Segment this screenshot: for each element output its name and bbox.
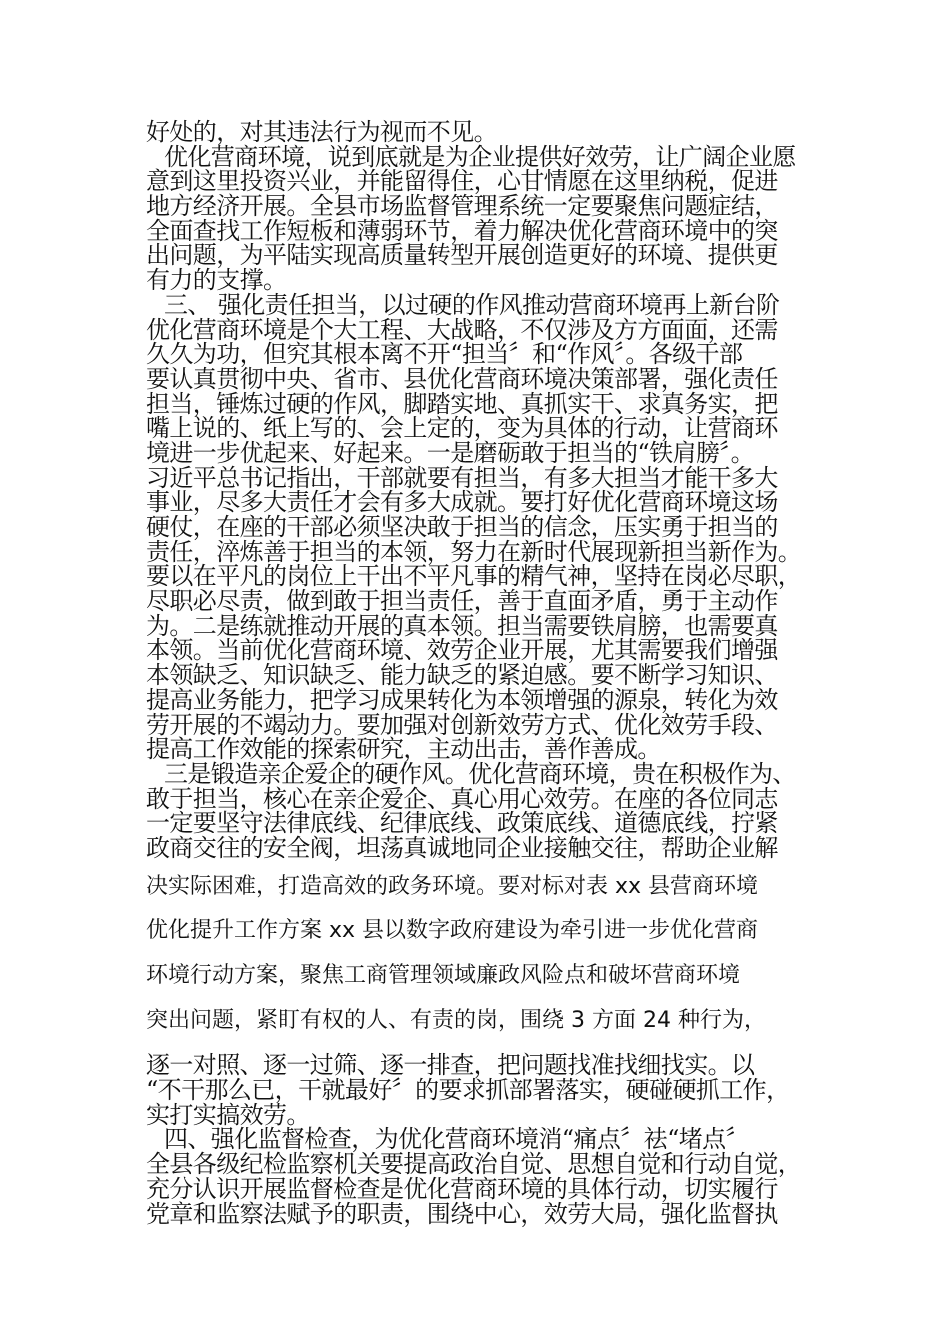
text-line: 环境行动方案，聚焦工商管理领域廉政风险点和破坏营商环境 — [146, 963, 741, 988]
text-line: 全县各级纪检监察机关要提高政治自觉、思想自觉和行动自觉， — [146, 1150, 802, 1179]
text-line: 突出问题，紧盯有权的人、有责的岗，围绕 3 方面 24 种行为， — [146, 1007, 766, 1033]
text-line: 逐一对照、逐一过筛、逐一排查，把问题找准找细找实。以 — [146, 1051, 755, 1080]
text-line: 久久为功，但究其根本离不开“担当〞和“作风〞。各级干部 — [146, 340, 743, 369]
text-line: 意到这里投资兴业，并能留得住，心甘情愿在这里纳税，促进 — [146, 167, 778, 196]
text-line: 担当，锤炼过硬的作风，脚踏实地、真抓实干、求真务实，把 — [146, 389, 778, 418]
text-line: 实打实搞效劳。 — [146, 1100, 310, 1129]
text-line: 敢于担当，核心在亲企爱企、真心用心效劳。在座的各位同志 — [146, 784, 778, 813]
paragraph-start-line: 三是锻造亲企爱企的硬作风。优化营商环境，贵在积极作为、 — [164, 759, 796, 788]
text-line: 为。二是练就推动开展的真本领。担当需要铁肩膀，也需要真 — [146, 611, 778, 640]
text-line: “不干那么已，干就最好〞的要求抓部署落实，硬碰硬抓工作， — [146, 1076, 790, 1105]
text-line: 政商交往的安全阀，坦荡真诚地同企业接触交往，帮助企业解 — [146, 833, 778, 862]
text-line: 要认真贯彻中央、省市、县优化营商环境决策部署，强化责任 — [146, 364, 778, 393]
text-line: 劳开展的不竭动力。要加强对创新效劳方式、优化效劳手段、 — [146, 710, 778, 739]
text-line: 优化提升工作方案 xx 县以数字政府建设为牵引进一步优化营商 — [146, 918, 759, 944]
text-line: 地方经济开展。全县市场监督管理系统一定要聚焦问题症结， — [146, 192, 778, 221]
section-heading-3: 三、 强化责任担当，以过硬的作风推动营商环境再上新台阶 — [164, 290, 780, 319]
text-line: 决实际困难，打造高效的政务环境。要对标对表 xx 县营商环境 — [146, 873, 759, 899]
text-line: 全面查找工作短板和薄弱环节，着力解决优化营商环境中的突 — [146, 216, 778, 245]
text-line: 充分认识开展监督检查是优化营商环境的具体行动，切实履行 — [146, 1174, 778, 1203]
section-heading-4: 四、强化监督检查，为优化营商环境消“痛点〞祛“堵点〞 — [164, 1125, 749, 1154]
paragraph-start-line: 优化营商环境，说到底就是为企业提供好效劳，让广阔企业愿 — [164, 142, 796, 171]
text-line: 提高工作效能的探索研究，主动出击，善作善成。 — [146, 735, 661, 764]
text-line: 境进一步优起来、好起来。一是磨砺敢于担当的“铁肩膀〞。 — [146, 438, 755, 467]
text-line: 习近平总书记指出，干部就要有担当，有多大担当才能干多大 — [146, 463, 778, 492]
text-line: 要以在平凡的岗位上干出不平凡事的精气神，坚持在岗必尽职， — [146, 562, 802, 591]
document-page — [146, 120, 814, 1226]
text-line: 本领缺乏、知识缺乏、能力缺乏的紧迫感。要不断学习知识、 — [146, 661, 778, 690]
text-line: 事业，尽多大责任才会有多大成就。要打好优化营商环境这场 — [146, 488, 778, 517]
text-line: 一定要坚守法律底线、纪律底线、政策底线、道德底线，拧紧 — [146, 809, 778, 838]
text-line: 提高业务能力，把学习成果转化为本领增强的源泉，转化为效 — [146, 685, 778, 714]
text-line: 党章和监察法赋予的职责，围绕中心，效劳大局，强化监督执 — [146, 1199, 778, 1228]
text-line: 嘴上说的、纸上写的、会上定的，变为具体的行动，让营商环 — [146, 414, 778, 443]
text-line: 硬仗，在座的干部必须坚决敢于担当的信念，压实勇于担当的 — [146, 513, 778, 541]
text-line: 有力的支撑。 — [146, 266, 287, 295]
text-line: 优化营商环境是个大工程、大战略，不仅涉及方方面面，还需 — [146, 315, 778, 344]
text-line: 本领。当前优化营商环境、效劳企业开展，尤其需要我们增强 — [146, 636, 778, 665]
text-line: 好处的，对其违法行为视而不见。 — [146, 118, 497, 146]
text-line: 出问题，为平陆实现高质量转型开展创造更好的环境、提供更 — [146, 241, 778, 270]
text-line: 尽职必尽责，做到敢于担当责任，善于直面矛盾，勇于主动作 — [146, 587, 778, 616]
text-line: 责任，淬炼善于担当的本领，努力在新时代展现新担当新作为。 — [146, 537, 802, 566]
